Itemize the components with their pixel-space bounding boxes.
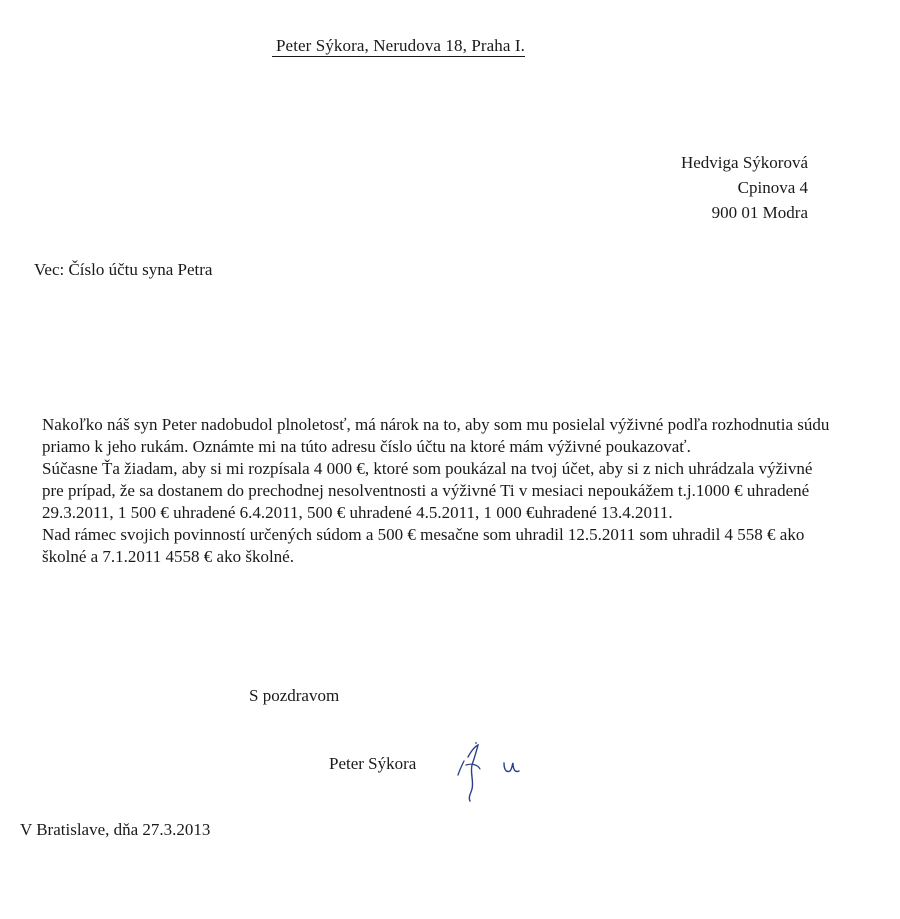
- body-paragraph-3: Nad rámec svojich povinností určených súdom a 500 € mesačne som uhradil 12.5.2011 som uhradil 4 558 € ako školné a 7.1.2011 4558 € ako školné.: [42, 525, 805, 566]
- sender-header: [272, 36, 564, 56]
- recipient-city: 900 01 Modra: [711, 203, 808, 222]
- recipient-street: Cpinova 4: [737, 178, 808, 197]
- letter-body: [42, 414, 830, 568]
- signer-name: Peter Sýkora: [329, 754, 417, 773]
- sender-address-line: Peter Sýkora, Nerudova 18, Praha I.: [272, 36, 525, 57]
- recipient-name: Hedviga Sýkorová: [680, 153, 808, 172]
- place-and-date: V Bratislave, dňa 27.3.2013: [20, 820, 211, 839]
- recipient-address: [681, 150, 808, 225]
- subject-line: Vec: Číslo účtu syna Petra: [34, 260, 213, 279]
- body-paragraph-1: Nakoľko náš syn Peter nadobudol plnoletosť, má nárok na to, aby som mu posielal výživné podľa rozhodnutia súdu priamo k jeho rukám. Oznámte mi na túto adresu číslo účtu na ktoré mám výživné poukazovať.: [42, 415, 830, 456]
- handwritten-signature: [452, 735, 532, 815]
- body-paragraph-2: Súčasne Ťa žiadam, aby si mi rozpísala 4 000 €, ktoré som poukázal na tvoj účet, aby si z nich uhrádzala výživné pre prípad, že sa dostanem do prechodnej nesolventnosti a výživné Ti v mesiaci nepoukážem t.j.1000 € uhradené 29.3.2011, 1 500 € uhradené 6.4.2011, 500 € uhradené 4.5.2011, 1 000 €uhradené 13.4.2011.: [42, 459, 813, 522]
- closing-greeting: S pozdravom: [249, 686, 340, 705]
